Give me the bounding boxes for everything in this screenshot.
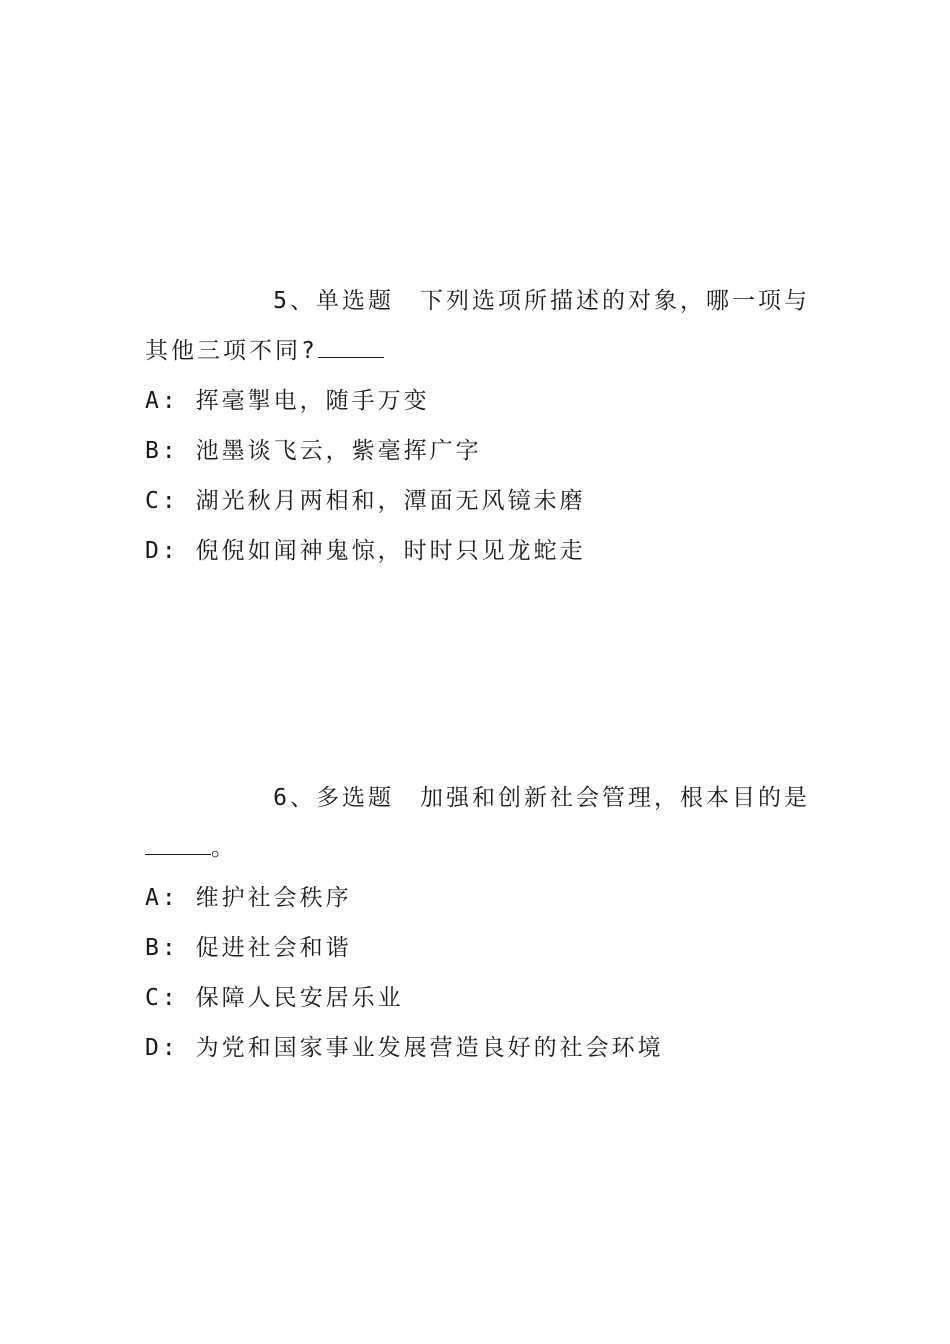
option-c [145,982,810,1032]
option-separator: : [161,1035,196,1061]
option-separator: : [161,885,196,911]
option-text: 促进社会和谐 [195,935,352,961]
option-letter: A [145,388,162,414]
question-stem [145,782,810,832]
question-5 [145,285,810,585]
option-text: 为党和国家事业发展营造良好的社会环境 [195,1035,664,1061]
option-separator: : [161,488,196,514]
question-stem [145,285,810,335]
number-separator: 、 [290,785,316,811]
option-letter: B [145,438,162,464]
option-separator: : [161,438,196,464]
option-text: 倪倪如闻神鬼惊，时时只见龙蛇走 [195,538,586,564]
question-text-line1: 加强和创新社会管理，根本目的是 [420,785,810,811]
option-text: 维护社会秩序 [195,885,352,911]
option-separator: : [161,388,196,414]
option-b [145,932,810,982]
question-stem-continued [145,335,810,385]
question-6 [145,782,810,1082]
option-separator: : [161,935,196,961]
question-number: 5 [273,288,290,314]
option-letter: D [145,538,162,564]
option-letter: C [145,488,162,514]
number-separator: 、 [290,288,316,314]
option-text: 池墨谈飞云，紫毫挥广字 [195,438,482,464]
question-number: 6 [273,785,290,811]
option-text: 保障人民安居乐业 [195,985,404,1011]
option-a [145,385,810,435]
option-d [145,535,810,585]
option-text: 湖光秋月两相和，潭面无风镜未磨 [195,488,586,514]
option-letter: C [145,985,162,1011]
question-type: 多选题 [316,785,394,811]
question-text-end: 。 [211,835,237,861]
question-text-line1: 下列选项所描述的对象，哪一项与 [420,288,810,314]
option-a [145,882,810,932]
question-text-line2: 其他三项不同? [145,338,318,364]
option-letter: A [145,885,162,911]
option-text: 挥毫掣电，随手万变 [195,388,430,414]
option-separator: : [161,985,196,1011]
option-separator: : [161,538,196,564]
question-stem-continued [145,832,810,882]
option-d [145,1032,810,1082]
option-letter: B [145,935,162,961]
option-b [145,435,810,485]
option-letter: D [145,1035,162,1061]
question-type: 单选题 [316,288,394,314]
answer-blank [145,834,211,855]
answer-blank [318,337,384,358]
option-c [145,485,810,535]
